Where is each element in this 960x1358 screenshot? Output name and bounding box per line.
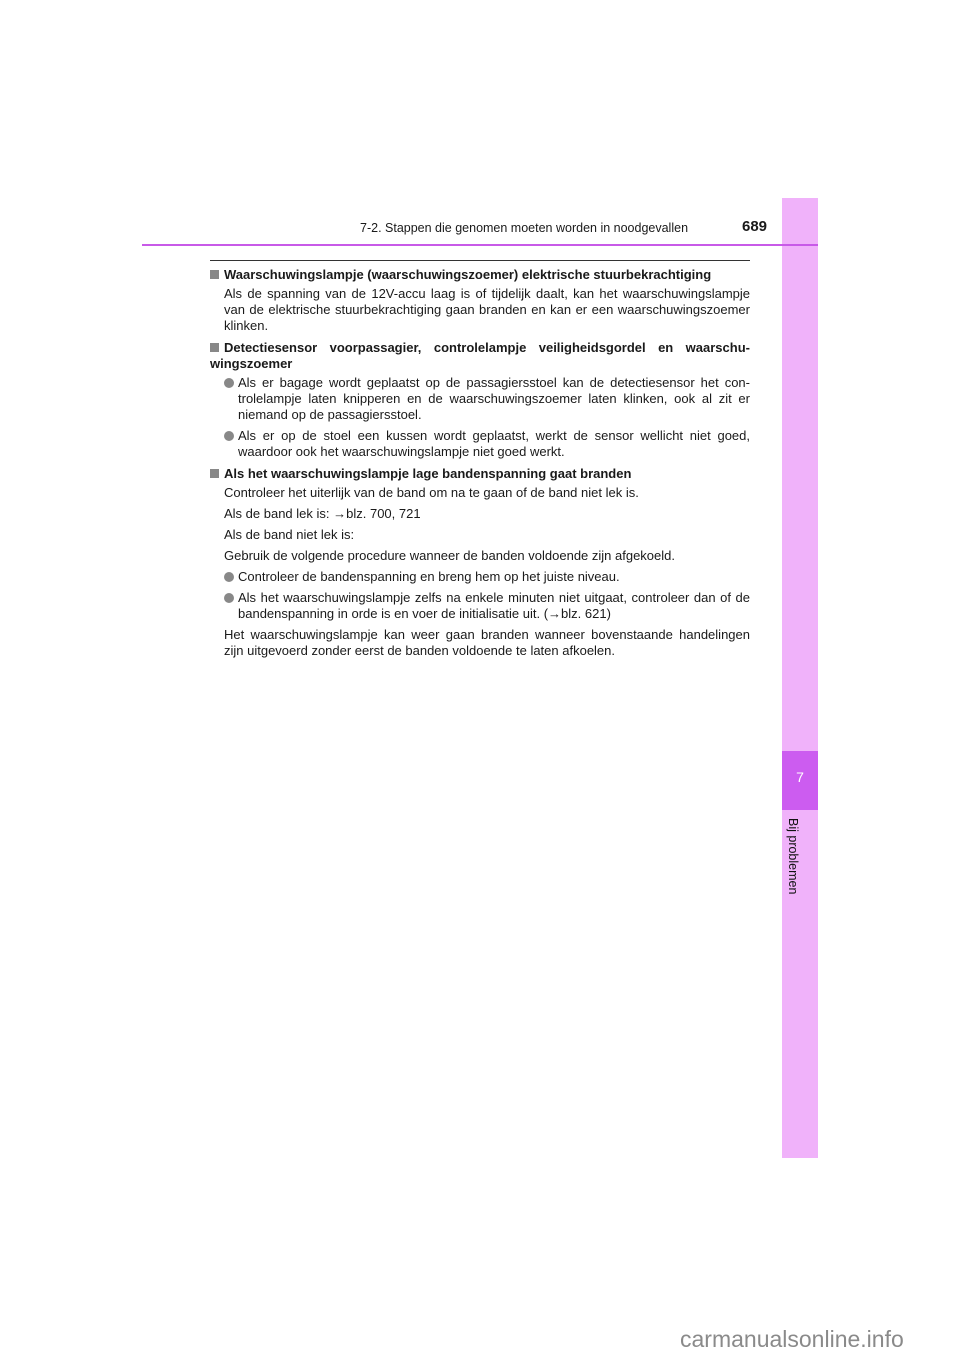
heading-text: Als het waarschuwingslampje lage bandenspanning gaat branden [224,466,632,481]
heading-passenger-sensor [210,340,750,372]
bullet-dot-icon [224,378,234,388]
bullet-text: Als er bagage wordt geplaatst op de passagiersstoel kan de detectiesensor het controlelampje laten knipperen en de waarschuwingszoemer laten klinken, ook al zit er niemand op de passagiersstoel. [238,375,750,422]
bullet-text: Als het waarschuwingslampje zelfs na enkele minuten niet uitgaat, controleer dan of de bandenspanning in orde is en voer de initialisatie uit. (→blz. 621) [238,590,750,621]
watermark: carmanualsonline.info [680,1326,904,1352]
page-number: 689 [742,218,768,235]
bullet-dot-icon [224,593,234,603]
bullet-item [224,428,750,460]
heading-text: Waarschuwingslampje (waarschuwingszoemer) elektrische stuurbekrachtiging [224,267,712,282]
bullet-dot-icon [224,431,234,441]
heading-text: Detectiesensor voorpassagier, controlelampje veiligheidsgordel en waarschuwingszoemer [210,340,750,371]
header-divider [142,244,818,246]
heading-tire-pressure [210,466,750,482]
paragraph: Als de spanning van de 12V-accu laag is of tijdelijk daalt, kan het waarschuwingslampje van de elektrische stuurbekrachtiging gaan branden en kan er een waarschuwingszoemer klinken. [224,286,750,333]
section-title: 7-2. Stappen die genomen moeten worden in noodgevallen [360,221,689,235]
square-bullet-icon [210,469,219,478]
chapter-tab[interactable]: 7 [782,751,818,810]
paragraph: Gebruik de volgende procedure wanneer de banden voldoende zijn afgekoeld. [224,548,675,563]
chapter-sidebar [782,198,818,1158]
heading-power-steering [210,267,750,283]
paragraph: Het waarschuwingslampje kan weer gaan branden wanneer bovenstaande handelingen zijn uitgevoerd zonder eerst de banden voldoende te laten afkoelen. [224,627,750,658]
bullet-item [224,590,750,622]
content-divider [210,260,750,261]
bullet-text: Controleer de bandenspanning en breng hem op het juiste niveau. [238,569,620,584]
page-reference[interactable]: Als de band lek is: →blz. 700, 721 [224,506,421,521]
square-bullet-icon [210,270,219,279]
bullet-text: Als er op de stoel een kussen wordt geplaatst, werkt de sensor wellicht niet goed, waardoor ook het waarschuwingslampje niet goed werkt. [238,428,750,459]
bullet-item [224,569,750,585]
bullet-dot-icon [224,572,234,582]
chapter-title: Bij problemen [786,818,800,895]
paragraph: Controleer het uiterlijk van de band om na te gaan of de band niet lek is. [224,485,639,500]
paragraph: Als de band niet lek is: [224,527,355,542]
bullet-item [224,375,750,423]
square-bullet-icon [210,343,219,352]
